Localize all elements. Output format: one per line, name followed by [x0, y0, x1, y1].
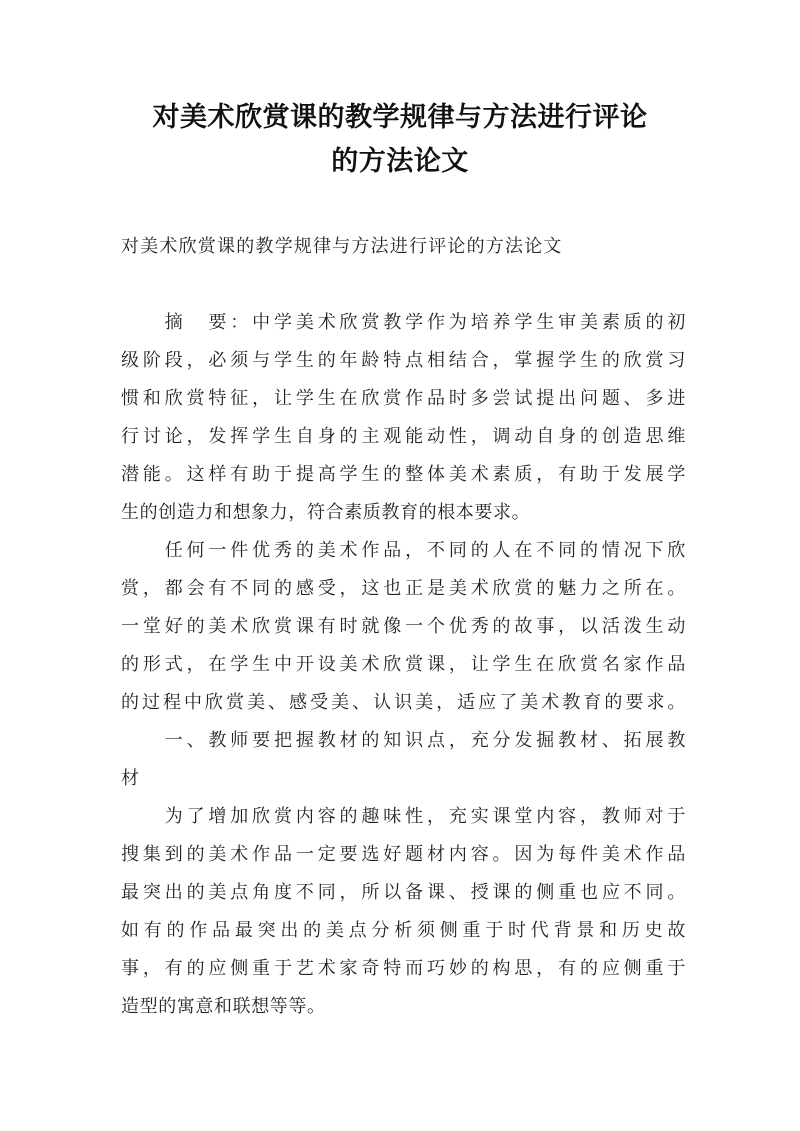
paragraph-abstract — [121, 304, 686, 532]
text-line: 的形式，在学生中开设美术欣赏课，让学生在欣赏名家作品 — [121, 654, 686, 675]
text-line: 赏，都会有不同的感受，这也正是美术欣赏的魅力之所在。 — [121, 578, 686, 599]
text-line: 行讨论，发挥学生自身的主观能动性，调动自身的创造思维 — [121, 426, 686, 447]
section-heading — [121, 722, 686, 798]
document-title — [0, 96, 800, 184]
title-line: 对美术欣赏课的教学规律与方法进行评论 — [152, 102, 648, 133]
text-line: 的过程中欣赏美、感受美、认识美，适应了美术教育的要求。 — [121, 692, 686, 713]
paragraph-section-one — [121, 798, 686, 1026]
text-line: 摘 要：中学美术欣赏教学作为培养学生审美素质的初 — [121, 312, 686, 333]
text-line: 一、教师要把握教材的知识点，充分发掘教材、拓展教 — [121, 730, 686, 751]
text-line: 任何一件优秀的美术作品，不同的人在不同的情况下欣 — [121, 540, 686, 561]
text-line: 生的创造力和想象力，符合素质教育的根本要求。 — [121, 502, 531, 523]
text-line: 级阶段，必须与学生的年龄特点相结合，掌握学生的欣赏习 — [121, 350, 686, 371]
paragraph-intro — [121, 532, 686, 722]
text-line: 造型的寓意和联想等等。 — [121, 996, 326, 1017]
text-line: 材 — [121, 768, 140, 789]
text-line: 为了增加欣赏内容的趣味性，充实课堂内容，教师对于 — [121, 806, 686, 827]
text-line: 惯和欣赏特征，让学生在欣赏作品时多尝试提出问题、多进 — [121, 388, 686, 409]
title-line: 的方法论文 — [331, 146, 469, 177]
document-subtitle: 对美术欣赏课的教学规律与方法进行评论的方法论文 — [121, 236, 563, 257]
text-line: 潜能。这样有助于提高学生的整体美术素质，有助于发展学 — [121, 464, 686, 485]
text-line: 如有的作品最突出的美点分析须侧重于时代背景和历史故 — [121, 920, 686, 941]
text-line: 一堂好的美术欣赏课有时就像一个优秀的故事，以活泼生动 — [121, 616, 686, 637]
document-body — [121, 304, 686, 1026]
text-line: 最突出的美点角度不同，所以备课、授课的侧重也应不同。 — [121, 882, 686, 903]
text-line: 搜集到的美术作品一定要选好题材内容。因为每件美术作品 — [121, 844, 686, 865]
text-line: 事，有的应侧重于艺术家奇特而巧妙的构思，有的应侧重于 — [121, 958, 686, 979]
